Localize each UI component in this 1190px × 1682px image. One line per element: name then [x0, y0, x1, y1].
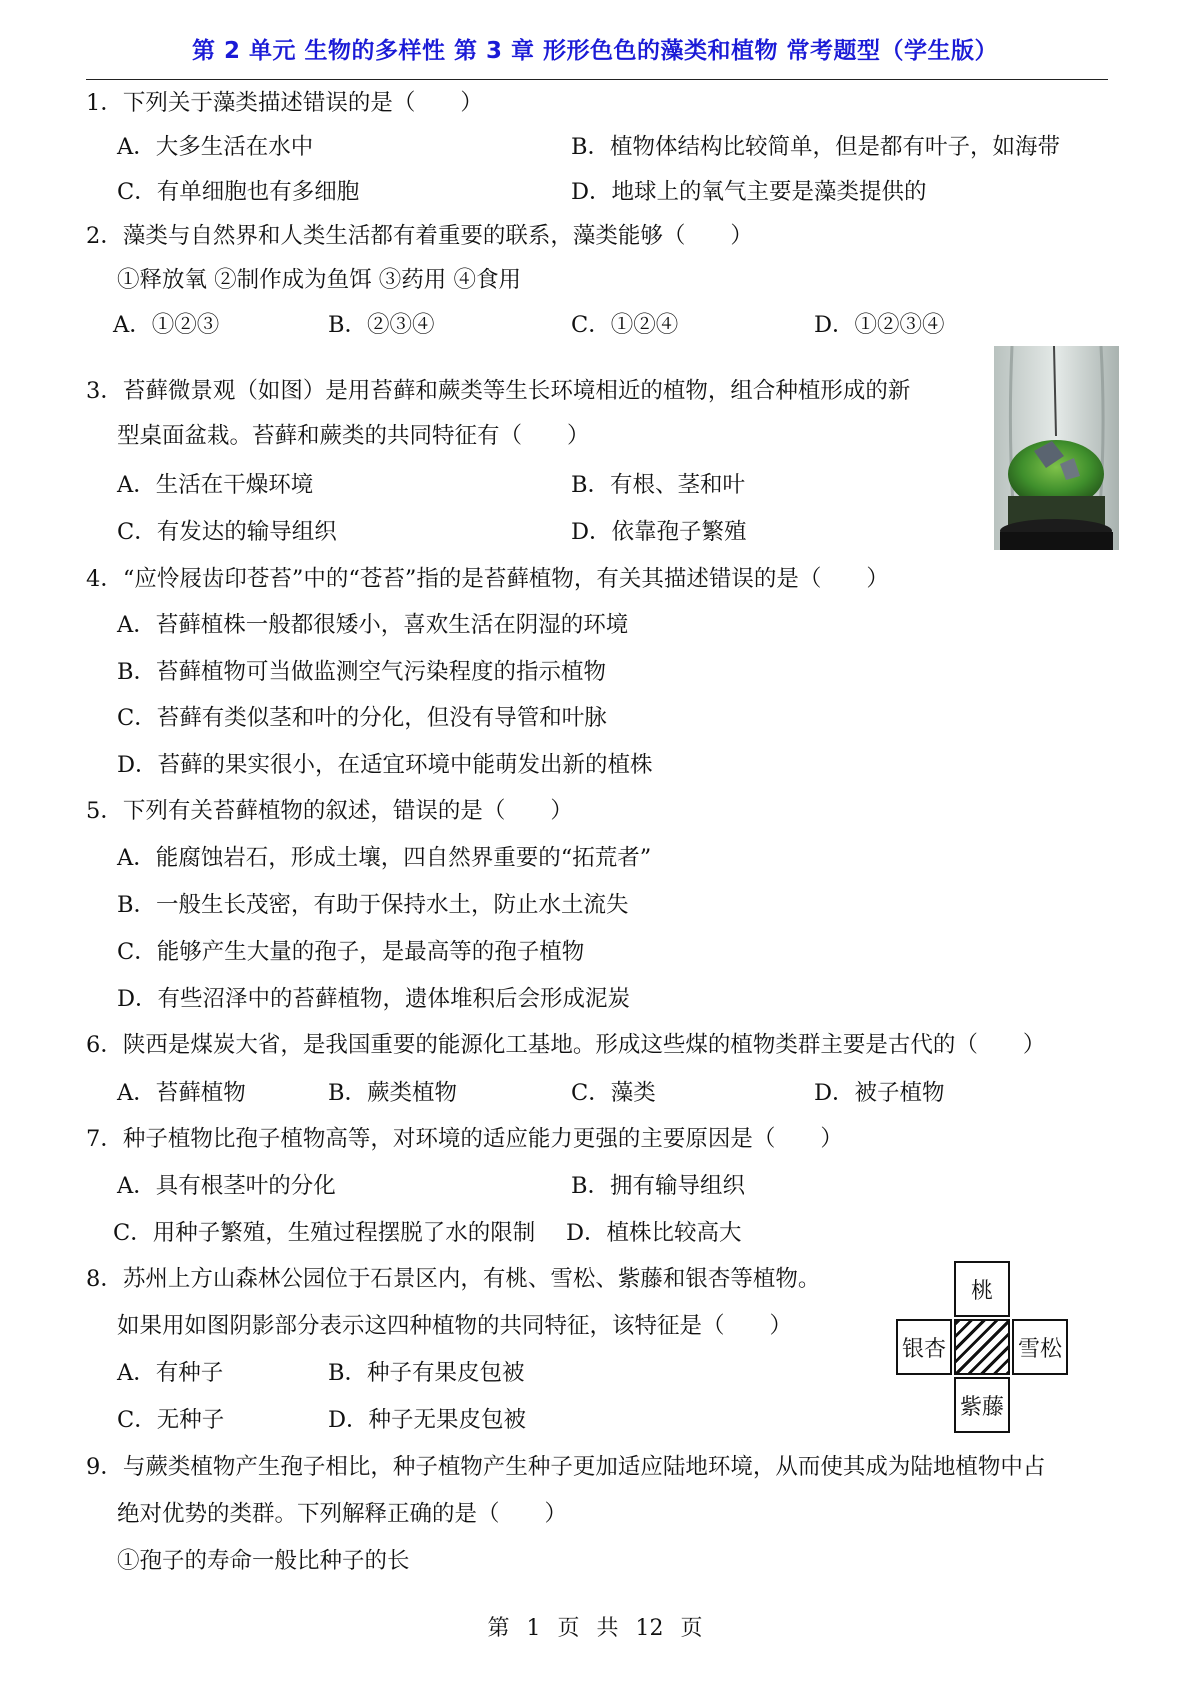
- question-9-stem-cont: 绝对优势的类群。下列解释正确的是（ ）: [117, 1501, 568, 1527]
- question-5-stem: 5．下列有关苔藓植物的叙述，错误的是（ ）: [86, 798, 573, 824]
- plant-feature-diagram: [896, 1261, 1068, 1433]
- diagram-cell-right: 雪松: [1012, 1319, 1068, 1375]
- page-number: 第 1 页 共 12 页: [487, 1616, 703, 1641]
- q7-option-b: B．拥有输导组织: [571, 1173, 746, 1199]
- question-9-sub-1: ①孢子的寿命一般比种子的长: [117, 1548, 410, 1574]
- q7-option-d: D．植株比较高大: [566, 1220, 742, 1246]
- q6-option-a: A．苔藓植物: [117, 1080, 246, 1106]
- q6-option-d: D．被子植物: [814, 1080, 945, 1106]
- q1-option-b: B．植物体结构比较简单，但是都有叶子，如海带: [571, 134, 1061, 160]
- q4-option-b: B．苔藓植物可当做监测空气污染程度的指示植物: [117, 659, 607, 685]
- q2-option-c: C．①②④: [571, 312, 679, 338]
- q1-option-d: D．地球上的氧气主要是藻类提供的: [571, 179, 927, 205]
- diagram-shaded-center: [954, 1319, 1010, 1375]
- q5-option-c: C．能够产生大量的孢子，是最高等的孢子植物: [117, 939, 585, 965]
- q7-option-a: A．具有根茎叶的分化: [117, 1173, 336, 1199]
- diagram-cell-left: 银杏: [896, 1319, 952, 1375]
- q3-option-a: A．生活在干燥环境: [117, 472, 314, 498]
- diagram-cell-bottom: 紫藤: [954, 1377, 1010, 1433]
- q7-option-c: C．用种子繁殖，生殖过程摆脱了水的限制: [113, 1220, 536, 1246]
- question-9-stem: 9．与蕨类植物产生孢子相比，种子植物产生种子更加适应陆地环境，从而使其成为陆地植物中占: [86, 1454, 1046, 1480]
- q4-option-d: D．苔藓的果实很小，在适宜环境中能萌发出新的植株: [117, 752, 653, 778]
- q5-option-a: A．能腐蚀岩石，形成土壤，四自然界重要的“拓荒者”: [117, 845, 652, 871]
- question-1-stem: 1．下列关于藻类描述错误的是（ ）: [86, 90, 483, 116]
- moss-terrarium-photo: [994, 346, 1119, 550]
- question-8-stem-cont: 如果用如图阴影部分表示这四种植物的共同特征，该特征是（ ）: [117, 1313, 793, 1339]
- q5-option-b: B．一般生长茂密，有助于保持水土，防止水土流失: [117, 892, 629, 918]
- diagram-cell-top: 桃: [954, 1261, 1010, 1317]
- document-title: 第 2 单元 生物的多样性 第 3 章 形形色色的藻类和植物 常考题型（学生版）: [191, 38, 999, 64]
- question-7-stem: 7．种子植物比孢子植物高等，对环境的适应能力更强的主要原因是（ ）: [86, 1126, 843, 1152]
- q3-option-d: D．依靠孢子繁殖: [571, 519, 747, 545]
- q1-option-a: A．大多生活在水中: [117, 134, 314, 160]
- q8-option-b: B．种子有果皮包被: [328, 1360, 525, 1386]
- question-8-stem: 8．苏州上方山森林公园位于石景区内，有桃、雪松、紫藤和银杏等植物。: [86, 1266, 821, 1292]
- q6-option-c: C．藻类: [571, 1080, 656, 1106]
- q2-option-d: D．①②③④: [814, 312, 945, 338]
- q4-option-c: C．苔藓有类似茎和叶的分化，但没有导管和叶脉: [117, 705, 607, 731]
- q2-option-b: B．②③④: [328, 312, 435, 338]
- q3-option-c: C．有发达的输导组织: [117, 519, 337, 545]
- q4-option-a: A．苔藓植株一般都很矮小，喜欢生活在阴湿的环境: [117, 612, 629, 638]
- question-2-sub: ①释放氧 ②制作成为鱼饵 ③药用 ④食用: [117, 267, 521, 293]
- question-3-stem-cont: 型桌面盆栽。苔藓和蕨类的共同特征有（ ）: [117, 423, 590, 449]
- question-3-stem: 3．苔藓微景观（如图）是用苔藓和蕨类等生长环境相近的植物，组合种植形成的新: [86, 378, 911, 404]
- q8-option-c: C．无种子: [117, 1407, 225, 1433]
- question-4-stem: 4．“应怜屐齿印苍苔”中的“苍苔”指的是苔藓植物，有关其描述错误的是（ ）: [86, 566, 889, 592]
- q5-option-d: D．有些沼泽中的苔藓植物，遗体堆积后会形成泥炭: [117, 986, 631, 1012]
- q6-option-b: B．蕨类植物: [328, 1080, 458, 1106]
- question-2-stem: 2．藻类与自然界和人类生活都有着重要的联系，藻类能够（ ）: [86, 223, 753, 249]
- q8-option-d: D．种子无果皮包被: [328, 1407, 527, 1433]
- q2-option-a: A．①②③: [113, 312, 220, 338]
- header-divider: [86, 79, 1108, 80]
- q1-option-c: C．有单细胞也有多细胞: [117, 179, 360, 205]
- q3-option-b: B．有根、茎和叶: [571, 472, 746, 498]
- q8-option-a: A．有种子: [117, 1360, 224, 1386]
- question-6-stem: 6．陕西是煤炭大省，是我国重要的能源化工基地。形成这些煤的植物类群主要是古代的（ ）: [86, 1032, 1046, 1058]
